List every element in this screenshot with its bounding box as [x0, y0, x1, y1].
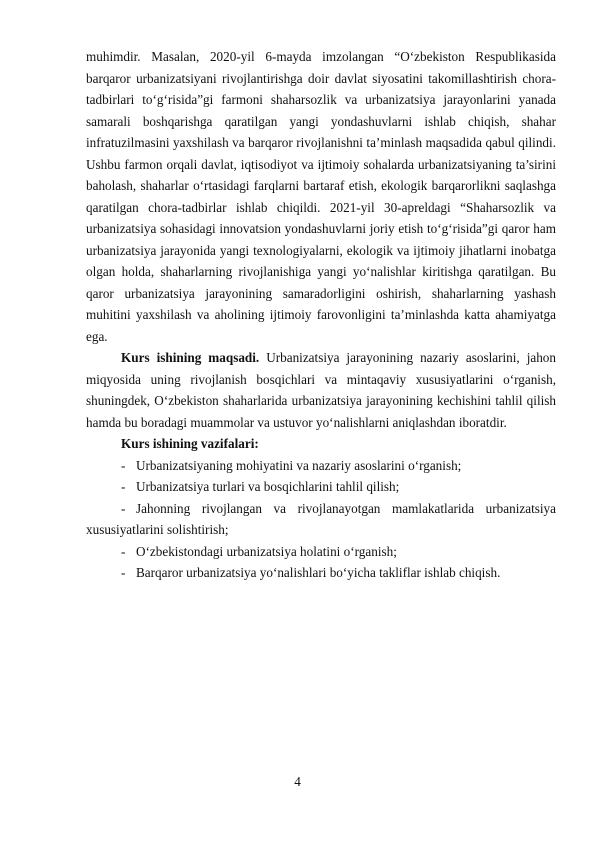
- list-item: [86, 476, 556, 498]
- list-item: [86, 562, 556, 584]
- list-item: [86, 541, 556, 563]
- dash-bullet: -: [121, 565, 126, 580]
- list-item-text: Jahonning rivojlangan va rivojlanayotgan mamlakatlarida urbanizatsiya xususiyatlarini solishtirish;: [86, 500, 556, 537]
- intro-paragraph: muhimdir. Masalan, 2020-yil 6-mayda imzolangan “O‘zbekiston Respublikasida barqaror urbanizatsiyani rivojlantirishga doir davlat siyosatini takomillashtirish chora-tadbirlari to‘g‘risida”gi farmoni shaharsozlik va urbanizatsiya jarayonlarini yanada samarali boshqarishga qaratilgan yangi yondashuvlarni ishlab chiqish, shahar infratuzilmasini yaxshilash va barqaror rivojlanishni ta’minlash maqsadida qabul qilindi. Ushbu farmon orqali davlat, iqtisodiyot va ijtimoiy sohalarda urbanizatsiyaning ta’sirini baholash, shaharlar o‘rtasidagi farqlarni bartaraf etish, ekologik barqarorlikni saqlashga qaratilgan chora-tadbirlar ishlab chiqildi. 2021-yil 30-apreldagi “Shaharsozlik va urbanizatsiya sohasidagi innovatsion yondashuvlarni joriy etish to‘g‘risida”gi qaror ham urbanizatsiya jarayonida yangi texnologiyalarni, ekologik va ijtimoiy jihatlarni inobatga olgan holda, shaharlarning rivojlanishiga yangi yo‘nalishlar kiritishga qaratilgan. Bu qaror urbanizatsiya jarayonining samaradorligini oshirish, shaharlarning yashash muhitini yaxshilash va aholining ijtimoiy farovonligini ta’minlashda katta ahamiyatga ega.: [86, 49, 556, 344]
- list-item-text: Barqaror urbanizatsiya yo‘nalishlari bo‘yicha takliflar ishlab chiqish.: [136, 565, 501, 580]
- course-goal-text: Urbanizatsiya jarayonining nazariy asoslarini, jahon miqyosida uning rivojlanish bosqichlari va mintaqaviy xususiyatlarini o‘rganish, shuningdek, O‘zbekiston shaharlarida urbanizatsiya jarayonining kechishini tahlil qilish hamda bu boradagi muammolar va ustuvor yo‘nalishlarni aniqlashdan iboratdir.: [86, 350, 556, 430]
- list-item: [86, 455, 556, 477]
- dash-bullet: -: [121, 500, 126, 516]
- tasks-list: [86, 455, 556, 584]
- course-goal-label: Kurs ishining maqsadi.: [121, 350, 260, 365]
- page-number: 4: [294, 774, 301, 789]
- page-body: [86, 46, 556, 584]
- dash-bullet: -: [121, 457, 126, 473]
- list-item-text: Urbanizatsiyaning mohiyatini va nazariy asoslarini o‘rganish;: [136, 457, 462, 473]
- course-goal-paragraph: [86, 347, 556, 433]
- list-item-text: Urbanizatsiya turlari va bosqichlarini tahlil qilish;: [136, 479, 400, 494]
- dash-bullet: -: [121, 543, 126, 559]
- tasks-heading: Kurs ishining vazifalari:: [121, 436, 259, 451]
- list-item-text: O‘zbekistondagi urbanizatsiya holatini o‘rganish;: [136, 543, 397, 559]
- list-item: [86, 498, 556, 541]
- dash-bullet: -: [121, 479, 126, 494]
